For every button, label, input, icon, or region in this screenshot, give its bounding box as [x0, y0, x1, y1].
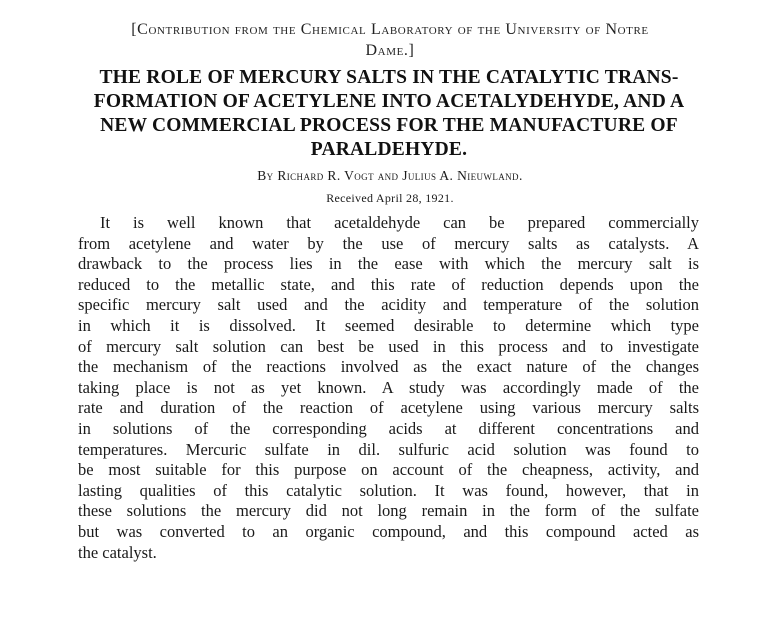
- body-line-7: of mercury salt solution can best be used in this process and to investigate: [78, 336, 699, 356]
- title-line-3: NEW COMMERCIAL PROCESS FOR THE MANUFACTURE OF: [100, 115, 678, 136]
- body-line-2: from acetylene and water by the use of mercury salts as catalysts. A: [78, 233, 699, 253]
- body-line-16: but was converted to an organic compound, and this compound acted as: [78, 521, 699, 541]
- body-line-5: specific mercury salt used and the acidity and temperature of the solution: [78, 295, 699, 315]
- article-title: [66, 66, 712, 162]
- body-line-3: drawback to the process lies in the ease with which the mercury salt is: [78, 254, 699, 274]
- body-line-15: these solutions the mercury did not long remain in the form of the sulfate: [78, 501, 699, 521]
- body-line-13: be most suitable for this purpose on account of the cheapness, activity, and: [78, 460, 699, 480]
- contribution-line-2: Dame.]: [365, 42, 415, 59]
- body-line-9: taking place is not as yet known. A study was accordingly made of the: [78, 377, 699, 397]
- title-line-1: THE ROLE OF MERCURY SALTS IN THE CATALYTIC TRANS-: [99, 67, 679, 88]
- body-line-1: It is well known that acetaldehyde can be prepared commercially: [100, 213, 699, 232]
- article-body: [78, 213, 699, 563]
- body-line-8: the mechanism of the reactions involved as the exact nature of the changes: [78, 357, 699, 377]
- contribution-header: [80, 19, 700, 61]
- body-line-17: the catalyst.: [78, 542, 157, 562]
- received-date: Received April 28, 1921.: [326, 191, 454, 205]
- body-line-10: rate and duration of the reaction of acetylene using various mercury salts: [78, 398, 699, 418]
- body-line-14: lasting qualities of this catalytic solution. It was found, however, that in: [78, 480, 699, 500]
- body-line-11: in solutions of the corresponding acids at different concentrations and: [78, 418, 699, 438]
- body-line-4: reduced to the metallic state, and this rate of reduction depends upon the: [78, 274, 699, 294]
- body-line-12: temperatures. Mercuric sulfate in dil. sulfuric acid solution was found to: [78, 439, 699, 459]
- title-line-2: FORMATION OF ACETYLENE INTO ACETALYDEHYDE, AND A: [93, 91, 685, 112]
- body-line-6: in which it is dissolved. It seemed desirable to determine which type: [78, 315, 699, 335]
- contribution-line-1: [Contribution from the Chemical Laboratory of the University of Notre: [131, 21, 649, 38]
- title-line-4: PARALDEHYDE.: [310, 139, 468, 160]
- author-byline: By Richard R. Vogt and Julius A. Nieuwland.: [257, 168, 523, 183]
